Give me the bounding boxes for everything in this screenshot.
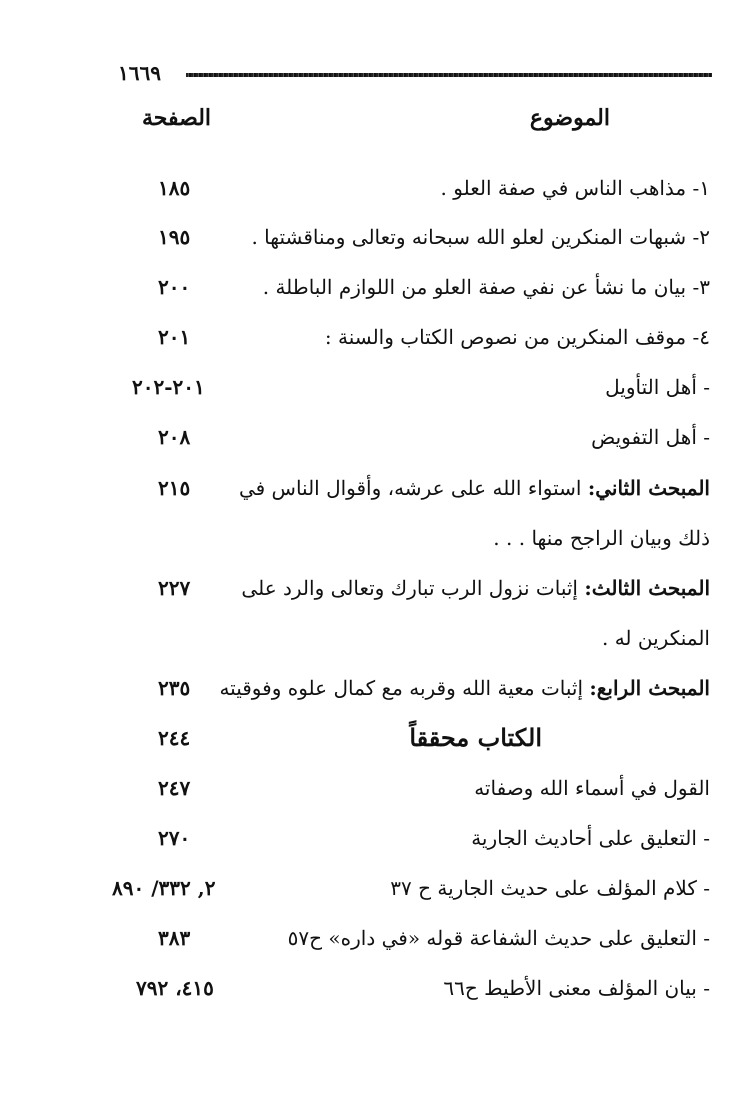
book-section-title: الكتاب محققاً (409, 723, 542, 752)
section-title: إثبات معية الله وقربه مع كمال علوه وفوقيته (219, 676, 584, 700)
entry-text (219, 664, 710, 712)
entry-page: ٢٠١-٢٠٢ (132, 375, 205, 399)
entry-page: ٢٠١ (158, 325, 191, 349)
index-entry (0, 413, 756, 461)
entry-page: ٢٤٧ (158, 776, 191, 800)
index-entry (0, 964, 756, 1012)
entry-text: ٣- بيان ما نشأ عن نفي صفة العلو من اللوازم الباطلة . (262, 275, 710, 299)
entry-page: ١٨٥ (158, 176, 191, 200)
entry-page: ٢٠٨ (158, 425, 191, 449)
entry-page: ١٩٥ (158, 225, 191, 249)
entry-page: ٢١٥ (158, 476, 191, 500)
section-title: استواء الله على عرشه، وأقوال الناس في (238, 476, 582, 500)
entry-page: ٢٧٠ (158, 826, 191, 850)
entry-text: ذلك وبيان الراجح منها . . . (493, 526, 710, 550)
index-entry (0, 564, 756, 612)
entry-text: - أهل التأويل (605, 375, 710, 399)
index-entry (0, 313, 756, 361)
index-entry-continuation (0, 614, 756, 662)
entry-page: ٢٣٥ (158, 676, 191, 700)
page-header (118, 58, 712, 92)
entry-page: ٢٢٧ (158, 576, 191, 600)
entry-text: - أهل التفويض (591, 425, 710, 449)
entry-text (239, 464, 710, 512)
section-title: إثبات نزول الرب تبارك وتعالى والرد على (241, 576, 578, 600)
entry-page: ٢٤٤ (158, 726, 191, 750)
page-column-heading: الصفحة (142, 105, 212, 131)
entry-text: ٢- شبهات المنكرين لعلو الله سبحانه وتعالى ومناقشتها . (251, 225, 710, 249)
index-entry (0, 814, 756, 862)
entry-page: ٤١٥، ٧٩٢ (136, 976, 214, 1000)
entry-text: - كلام المؤلف على حديث الجارية ح ٣٧ (390, 876, 710, 900)
entry-text: المنكرين له . (601, 626, 710, 650)
index-entry (0, 914, 756, 962)
section-label: المبحث الرابع: (589, 676, 710, 700)
index-entry (0, 864, 756, 912)
index-entry (0, 714, 756, 762)
index-entry (0, 664, 756, 712)
entry-text: ٤- موقف المنكرين من نصوص الكتاب والسنة : (324, 325, 710, 349)
index-entry (0, 363, 756, 411)
entry-text: - التعليق على حديث الشفاعة قوله «في داره» ح٥٧ (287, 926, 710, 950)
index-entry-continuation (0, 514, 756, 562)
entry-text: - التعليق على أحاديث الجارية (471, 826, 710, 850)
index-entry (0, 263, 756, 311)
entry-text: ١- مذاهب الناس في صفة العلو . (440, 176, 710, 200)
index-entry (0, 464, 756, 512)
entry-text: القول في أسماء الله وصفاته (474, 776, 710, 800)
section-label: المبحث الثاني: (587, 476, 710, 500)
index-entry (0, 164, 756, 212)
section-label: المبحث الثالث: (584, 576, 710, 600)
header-rule (186, 73, 712, 77)
entry-text: - بيان المؤلف معنى الأطيط ح٦٦ (443, 976, 710, 1000)
page-number: ١٦٦٩ (118, 61, 161, 85)
entry-page: ٣٨٣ (158, 926, 191, 950)
entry-text (241, 564, 710, 612)
topic-column-heading: الموضوع (529, 105, 610, 131)
entry-page: ٢, ٣٣٢/ ٨٩٠ (112, 876, 216, 900)
index-entry (0, 764, 756, 812)
entry-page: ٢٠٠ (158, 275, 191, 299)
index-entry (0, 213, 756, 261)
